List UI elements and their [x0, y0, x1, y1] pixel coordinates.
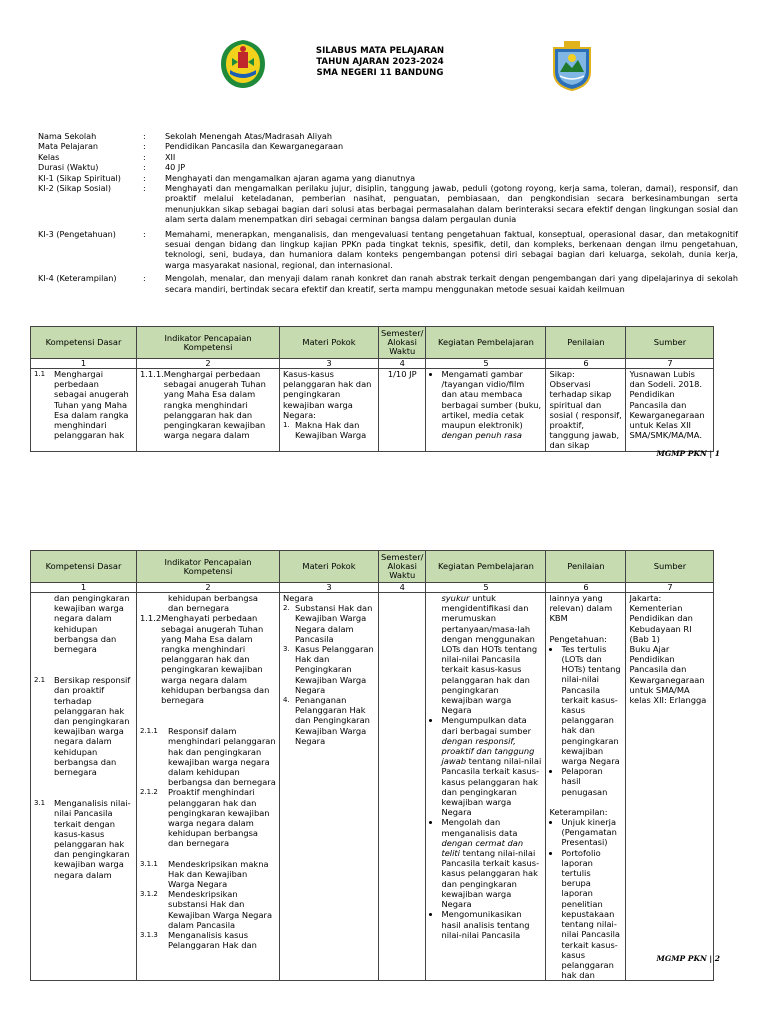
info-value: Memahami, menerapkan, menganalisis, dan mengevaluasi tentang pengetahuan faktual, konseptual, operasional dasar, dan metakognitif sesuai dengan bidang dan lingkup kajian PPKn pada tingkat teknis, spesifik, detil, dan kompleks, berkenaan dengan ilmu pengetahuan, teknologi, seni, budaya, dan humaniora dalam konteks pengembangan potensi diri sebagai bagian dari keluarga, sekolah, dunia kerja, warga masyarakat nasional, regional, dan internasional. [165, 228, 738, 270]
column-number: 2 [137, 359, 280, 369]
column-header: Kompetensi Dasar [31, 551, 137, 583]
column-number: 2 [137, 583, 280, 593]
page-gap [0, 470, 768, 518]
ik-text: Menganalisis kasus Pelanggaran Hak dan [168, 930, 257, 951]
column-header: Materi Pokok [280, 551, 379, 583]
penilaian-item: • Portofolio laporan tertulis berupa laporan penelitian kepustakaan tentang nilai-nilai Pancasila terkait kasus-kasus pelanggaran hak dan [561, 848, 622, 981]
info-value: Menghayati dan mengamalkan perilaku jujur, disiplin, tanggung jawab, peduli (gotong royong, kerja sama, toleran, damai), responsif, dan proaktif melalui keteladanan, pemberian nasihat, penguatan, pembiasaan, dan pengkondisian secara berkesinambungan serta menunjukkan sikap sebagai bagian dari solusi atas berbagai permasalahan dalam berinteraksi secara efektif dengan lingkungan sosial dan alam serta dalam menempatkan diri sebagai cerminan bangsa dalam pergaulan dunia [165, 183, 738, 225]
info-row [38, 131, 738, 141]
kegiatan-italic: syukur [441, 593, 470, 603]
syllabus-page-2 [0, 518, 768, 1024]
column-number: 1 [31, 583, 137, 593]
column-number: 5 [426, 583, 546, 593]
column-header: Semester/ Alokasi Waktu [379, 327, 426, 359]
info-colon: : [143, 151, 146, 162]
materi-number: 3. [283, 645, 290, 654]
ik-number: 2.1.1 [140, 727, 158, 736]
kegiatan-italic: dengan responsif, proaktif dan tanggung jawab [441, 735, 535, 767]
materi-item: Makna Hak dan Kewajiban Warga [295, 420, 367, 441]
syllabus-table [30, 550, 714, 981]
kegiatan-text: untuk mengidentifikasi dan merumuskan pertanyaan/masa-lah dengan menggunakan LOTs dan HOTs tentang nilai-nilai Pancasila terkait kasus-kasus pelanggaran hak dan pengingkaran kewajiban warga Negara [441, 593, 538, 716]
page-footer: MGMP PKN | 2 [656, 954, 720, 963]
syllabus-page-1 [0, 0, 768, 470]
column-header: Penilaian [546, 551, 626, 583]
ik-number: 3.1.3 [140, 931, 158, 940]
column-header: Sumber [626, 327, 714, 359]
info-value: Menghayati dan mengamalkan ajaran agama yang dianutnya [165, 172, 416, 183]
info-row [38, 183, 738, 225]
column-number: 3 [280, 359, 379, 369]
column-number-row [31, 359, 714, 369]
materi-item: Penanganan Pelanggaran Hak dan Pengingkaran Kewajiban Warga Negara [295, 695, 370, 746]
info-colon: : [143, 183, 146, 194]
info-label: KI-4 (Keterampilan) [38, 273, 117, 284]
penilaian-cell [546, 593, 626, 981]
info-label: Kelas [38, 151, 60, 162]
indikator-cell [137, 593, 280, 981]
info-label: Nama Sekolah [38, 131, 97, 141]
info-row [38, 141, 738, 151]
semester-cell [379, 593, 426, 981]
materi-item: Kasus Pelanggaran Hak dan Pengingkaran Kewajiban Warga Negara [295, 644, 374, 695]
page-footer: MGMP PKN | 1 [656, 449, 720, 458]
ik-number: 2.1.2 [140, 788, 158, 797]
column-header: Semester/ Alokasi Waktu [379, 551, 426, 583]
bandung-city-emblem-icon [548, 38, 596, 92]
column-header: Kegiatan Pembelajaran [426, 551, 546, 583]
column-header: Penilaian [546, 327, 626, 359]
kegiatan-text: tentang nilai-nilai Pancasila terkait kasus-kasus pelanggaran hak dan pengingkaran kewajiban warga Negara [441, 756, 542, 818]
info-colon: : [143, 228, 146, 239]
heading-year: TAHUN AJARAN 2023-2024 [316, 57, 444, 67]
kd-number: 1.1 [34, 370, 46, 378]
sumber-cell: Yusnawan Lubis dan Sodeli. 2018. Pendidikan Pancasila dan Kewarganegaraan untuk Kelas XII SMA/SMK/MA/MA. [626, 369, 714, 452]
kegiatan-text: Mengolah dan menganalisis data [441, 817, 518, 838]
column-number: 7 [626, 583, 714, 593]
info-colon: : [143, 141, 146, 152]
sumber-cell: Jakarta: Kementerian Pendidikan dan Kebudayaan RI (Bab 1) Buku Ajar Pendidikan Pancasila dan Kewarganegaraan untuk SMA/MA kelas XII: Erlangga [626, 593, 714, 981]
ik-number: 1.1.1. [140, 369, 164, 379]
materi-number: 1. [283, 421, 290, 430]
kegiatan-italic: dengan penuh rasa [441, 430, 523, 441]
ik-text: kehidupan berbangsa dan bernegara [168, 593, 259, 614]
kd-number [34, 593, 54, 654]
ik-text: Mendeskripsikan substansi Hak dan Kewajiban Warga Negara dalam Pancasila [168, 889, 273, 930]
info-value: Mengolah, menalar, dan menyaji dalam ranah konkret dan ranah abstrak terkait dengan pengembangan dari yang dipelajarinya di sekolah secara mandiri, bertindak secara efektif dan kreatif, serta mampu menggunakan metode sesuai kaidah keilmuan [165, 273, 738, 294]
ik-number: 3.1.2 [140, 890, 158, 899]
ik-text: Responsif dalam menghindari pelanggaran hak dan pengingkaran kewajiban warga negara dalam kehidupan berbangsa dan bernegara [168, 726, 276, 788]
syllabus-table [30, 326, 714, 452]
kegiatan-text: Mengamati gambar /tayangan vidio/film dan atau membaca berbagai sumber (buku, artikel, media cetak maupun elektronik) [441, 369, 542, 431]
ik-text: Menghayati perbedaan sebagai anugerah Tuhan yang Maha Esa dalam rangka menghindari pelanggaran hak dan pengingkaran kewajiban warga negara dalam kehidupan berbangsa dan bernegara [161, 613, 270, 706]
ik-text: Proaktif menghindari pelanggaran hak dan pengingkaran kewajiban warga negara dalam kehidupan berbangsa dan bernegara [168, 787, 270, 849]
kegiatan-text: Mengomunikasikan hasil analisis tentang nilai-nilai Pancasila [441, 909, 530, 940]
column-header: Materi Pokok [280, 327, 379, 359]
kegiatan-item [441, 715, 542, 817]
kompetensi-dasar-cell [31, 593, 137, 981]
column-number-row [31, 583, 714, 593]
ik-number [140, 593, 168, 613]
column-number: 6 [546, 359, 626, 369]
column-header: Kompetensi Dasar [31, 327, 137, 359]
info-value: XII [165, 151, 176, 162]
info-label: Durasi (Waktu) [38, 162, 99, 173]
kegiatan-italic: dengan cermat dan teliti [441, 837, 524, 859]
table-row [31, 369, 714, 452]
column-number: 1 [31, 359, 137, 369]
kegiatan-text: Mengumpulkan data dari berbagai sumber [441, 715, 532, 736]
info-row [38, 173, 738, 183]
table-row [31, 593, 714, 981]
column-header: Indikator Pencapaian Kompetensi [137, 327, 280, 359]
kd-number: 3.1 [34, 799, 46, 808]
heading-school: SMA NEGERI 11 BANDUNG [316, 68, 444, 78]
ik-number: 1.1.2 [140, 613, 162, 624]
table-header-row [31, 551, 714, 583]
kd-text: Menghargai perbedaan sebagai anugerah Tuhan yang Maha Esa dalam rangka menghindari pelanggaran hak [54, 369, 129, 441]
info-colon: : [143, 172, 146, 183]
kegiatan-item [441, 909, 542, 940]
info-row [38, 229, 738, 271]
identity-section [38, 131, 738, 294]
penilaian-item: • Unjuk kinerja (Pengamatan Presentasi) [561, 817, 622, 848]
materi-item: Substansi Hak dan Kewajiban Warga Negara dalam Pancasila [295, 603, 373, 644]
column-header: Sumber [626, 551, 714, 583]
kegiatan-text: tentang nilai-nilai Pancasila terkait kasus-kasus pelanggaran hak dan pengingkaran kewajiban warga Negara [441, 848, 540, 910]
penilaian-item: • Tes tertulis (LOTs dan HOTs) tentang nilai-nilai Pancasila terkait kasus-kasus pelanggaran hak dan pengingkaran kewajiban warga Negara [561, 644, 622, 766]
column-header: Indikator Pencapaian Kompetensi [137, 551, 280, 583]
info-label: Mata Pelajaran [38, 141, 99, 152]
document-heading [300, 46, 460, 79]
kd-number: 2.1 [34, 676, 46, 685]
info-value: 40 JP [165, 162, 186, 173]
info-colon: : [143, 273, 146, 284]
kd-text: Bersikap responsif dan proaktif terhadap pelanggaran hak dan pengingkaran kewajiban warga negara dalam kehidupan berbangsa dan bernegara [54, 675, 131, 778]
kegiatan-item [441, 817, 542, 909]
info-label: KI-1 (Sikap Spiritual) [38, 172, 121, 183]
heading-title: SILABUS MATA PELAJARAN [315, 46, 445, 56]
materi-number: 4. [283, 696, 290, 705]
info-row [38, 162, 738, 172]
penilaian-cell: Sikap: Observasi terhadap sikap spiritual dan sosial ( responsif, proaktif, tanggung jawab, dan sikap [546, 369, 626, 452]
info-label: KI-2 (Sikap Sosial) [38, 183, 112, 194]
column-number: 7 [626, 359, 714, 369]
materi-intro: Kasus-kasus pelanggaran hak dan pengingkaran kewajiban warga Negara: [283, 369, 372, 420]
semester-cell: 1/10 JP [379, 369, 426, 452]
materi-pokok-cell [280, 369, 379, 452]
kompetensi-dasar-cell [31, 369, 137, 452]
kd-text: dan pengingkaran kewajiban warga negara dalam kehidupan berbangsa dan bernegara [54, 593, 130, 655]
column-number: 5 [426, 359, 546, 369]
pengetahuan-label: Pengetahuan: [549, 633, 607, 644]
keterampilan-label: Keterampilan: [549, 806, 608, 817]
info-label: KI-3 (Pengetahuan) [38, 228, 116, 239]
column-number: 4 [379, 359, 426, 369]
materi-number: 2. [283, 604, 290, 613]
table-header-row [31, 327, 714, 359]
column-number: 3 [280, 583, 379, 593]
column-number: 6 [546, 583, 626, 593]
ik-text: Mendeskripsikan makna Hak dan Kewajiban Warga Negara [168, 858, 269, 890]
kegiatan-item [441, 369, 542, 440]
kegiatan-cell [426, 593, 546, 981]
penilaian-item: • Pelaporan hasil penugasan [561, 766, 622, 797]
ik-text: Menghargai perbedaan sebagai anugerah Tuhan yang Maha Esa dalam rangka menghindari pelanggaran hak dan pengingkaran kewajiban warga negara dalam [163, 369, 266, 441]
penilaian-text: lainnya yang relevan) dalam KBM [549, 593, 613, 624]
kd-text: Menganalisis nilai-nilai Pancasila terkait dengan kasus-kasus pelanggaran hak dan pengingkaran kewajiban warga negara dalam [54, 798, 131, 880]
materi-item: Negara [283, 593, 314, 603]
column-header: Kegiatan Pembelajaran [426, 327, 546, 359]
indikator-cell [137, 369, 280, 452]
info-colon: : [143, 162, 146, 173]
jawa-barat-emblem-icon [218, 38, 268, 90]
info-row [38, 152, 738, 162]
info-value: Pendidikan Pancasila dan Kewarganegaraan [165, 141, 344, 152]
ik-number: 3.1.1 [140, 859, 158, 868]
kegiatan-cell [426, 369, 546, 452]
info-row [38, 273, 738, 294]
info-colon: : [143, 131, 146, 141]
info-value: Sekolah Menengah Atas/Madrasah Aliyah [165, 131, 333, 141]
materi-pokok-cell [280, 593, 379, 981]
column-number: 4 [379, 583, 426, 593]
